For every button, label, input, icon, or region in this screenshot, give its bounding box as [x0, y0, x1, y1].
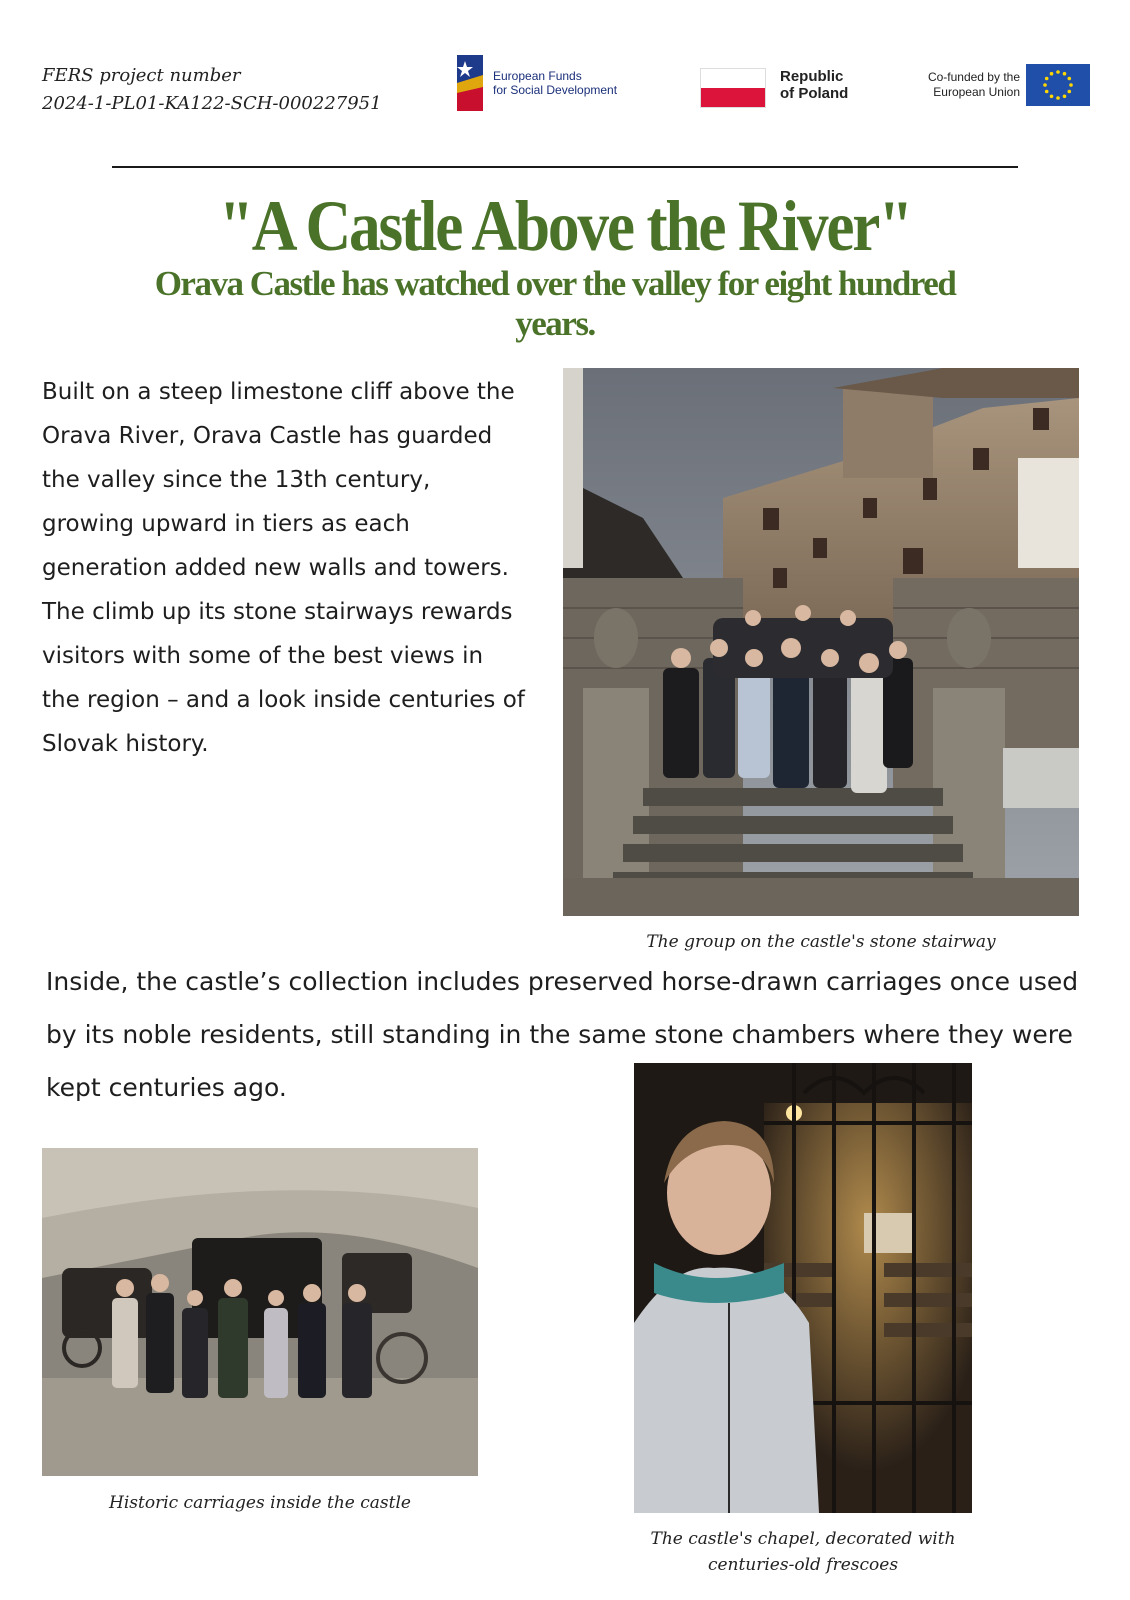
project-number-label: FERS project number	[42, 65, 241, 86]
castle-stairway-photo	[563, 368, 1079, 916]
article-title: "A Castle Above the River"	[218, 186, 912, 266]
intro-paragraph: Built on a steep limestone cliff above the Orava River, Orava Castle has guarded the valley since the 13th century, growing upward in tiers as each generation added new walls and towers. The climb up its stone stairways rewards visitors with some of the best views in the region – and a look inside centuries of Slovak history.	[42, 379, 525, 757]
republic-of-poland-line2: of Poland	[780, 85, 849, 102]
european-funds-line1: European Funds	[493, 69, 582, 83]
eu-cofunded-line2: European Union	[933, 85, 1020, 99]
carriages-photo	[42, 1148, 478, 1476]
eu-cofunded-line1: Co-funded by the	[927, 70, 1020, 84]
eu-flag-icon	[1026, 64, 1090, 106]
republic-of-poland-line1: Republic	[780, 68, 844, 85]
collection-paragraph: Inside, the castle’s collection includes preserved horse-drawn carriages once used by its noble residents, still standing in the same stone chambers where they were kept centuries ago.	[46, 967, 1079, 1102]
european-funds-logo-icon	[453, 53, 485, 113]
republic-of-poland-logo	[700, 64, 865, 108]
chapel-photo	[634, 1063, 972, 1513]
european-funds-line2: for Social Development	[493, 83, 618, 97]
european-funds-logo	[453, 53, 633, 113]
project-number-value: 2024-1-PL01-KA122-SCH-000227951	[42, 93, 382, 114]
carriages-photo-caption: Historic carriages inside the castle	[109, 1493, 411, 1513]
stairway-photo-caption: The group on the castle's stone stairway	[646, 932, 996, 952]
project-number-block	[42, 62, 382, 118]
article-subtitle: Orava Castle has watched over the valley for eight hundred years.	[154, 264, 956, 343]
chapel-photo-caption: The castle's chapel, decorated with centuries-old frescoes	[650, 1529, 956, 1575]
poland-flag-icon	[700, 68, 766, 108]
eu-cofunded-logo	[890, 64, 1090, 108]
header-divider	[112, 166, 1018, 168]
